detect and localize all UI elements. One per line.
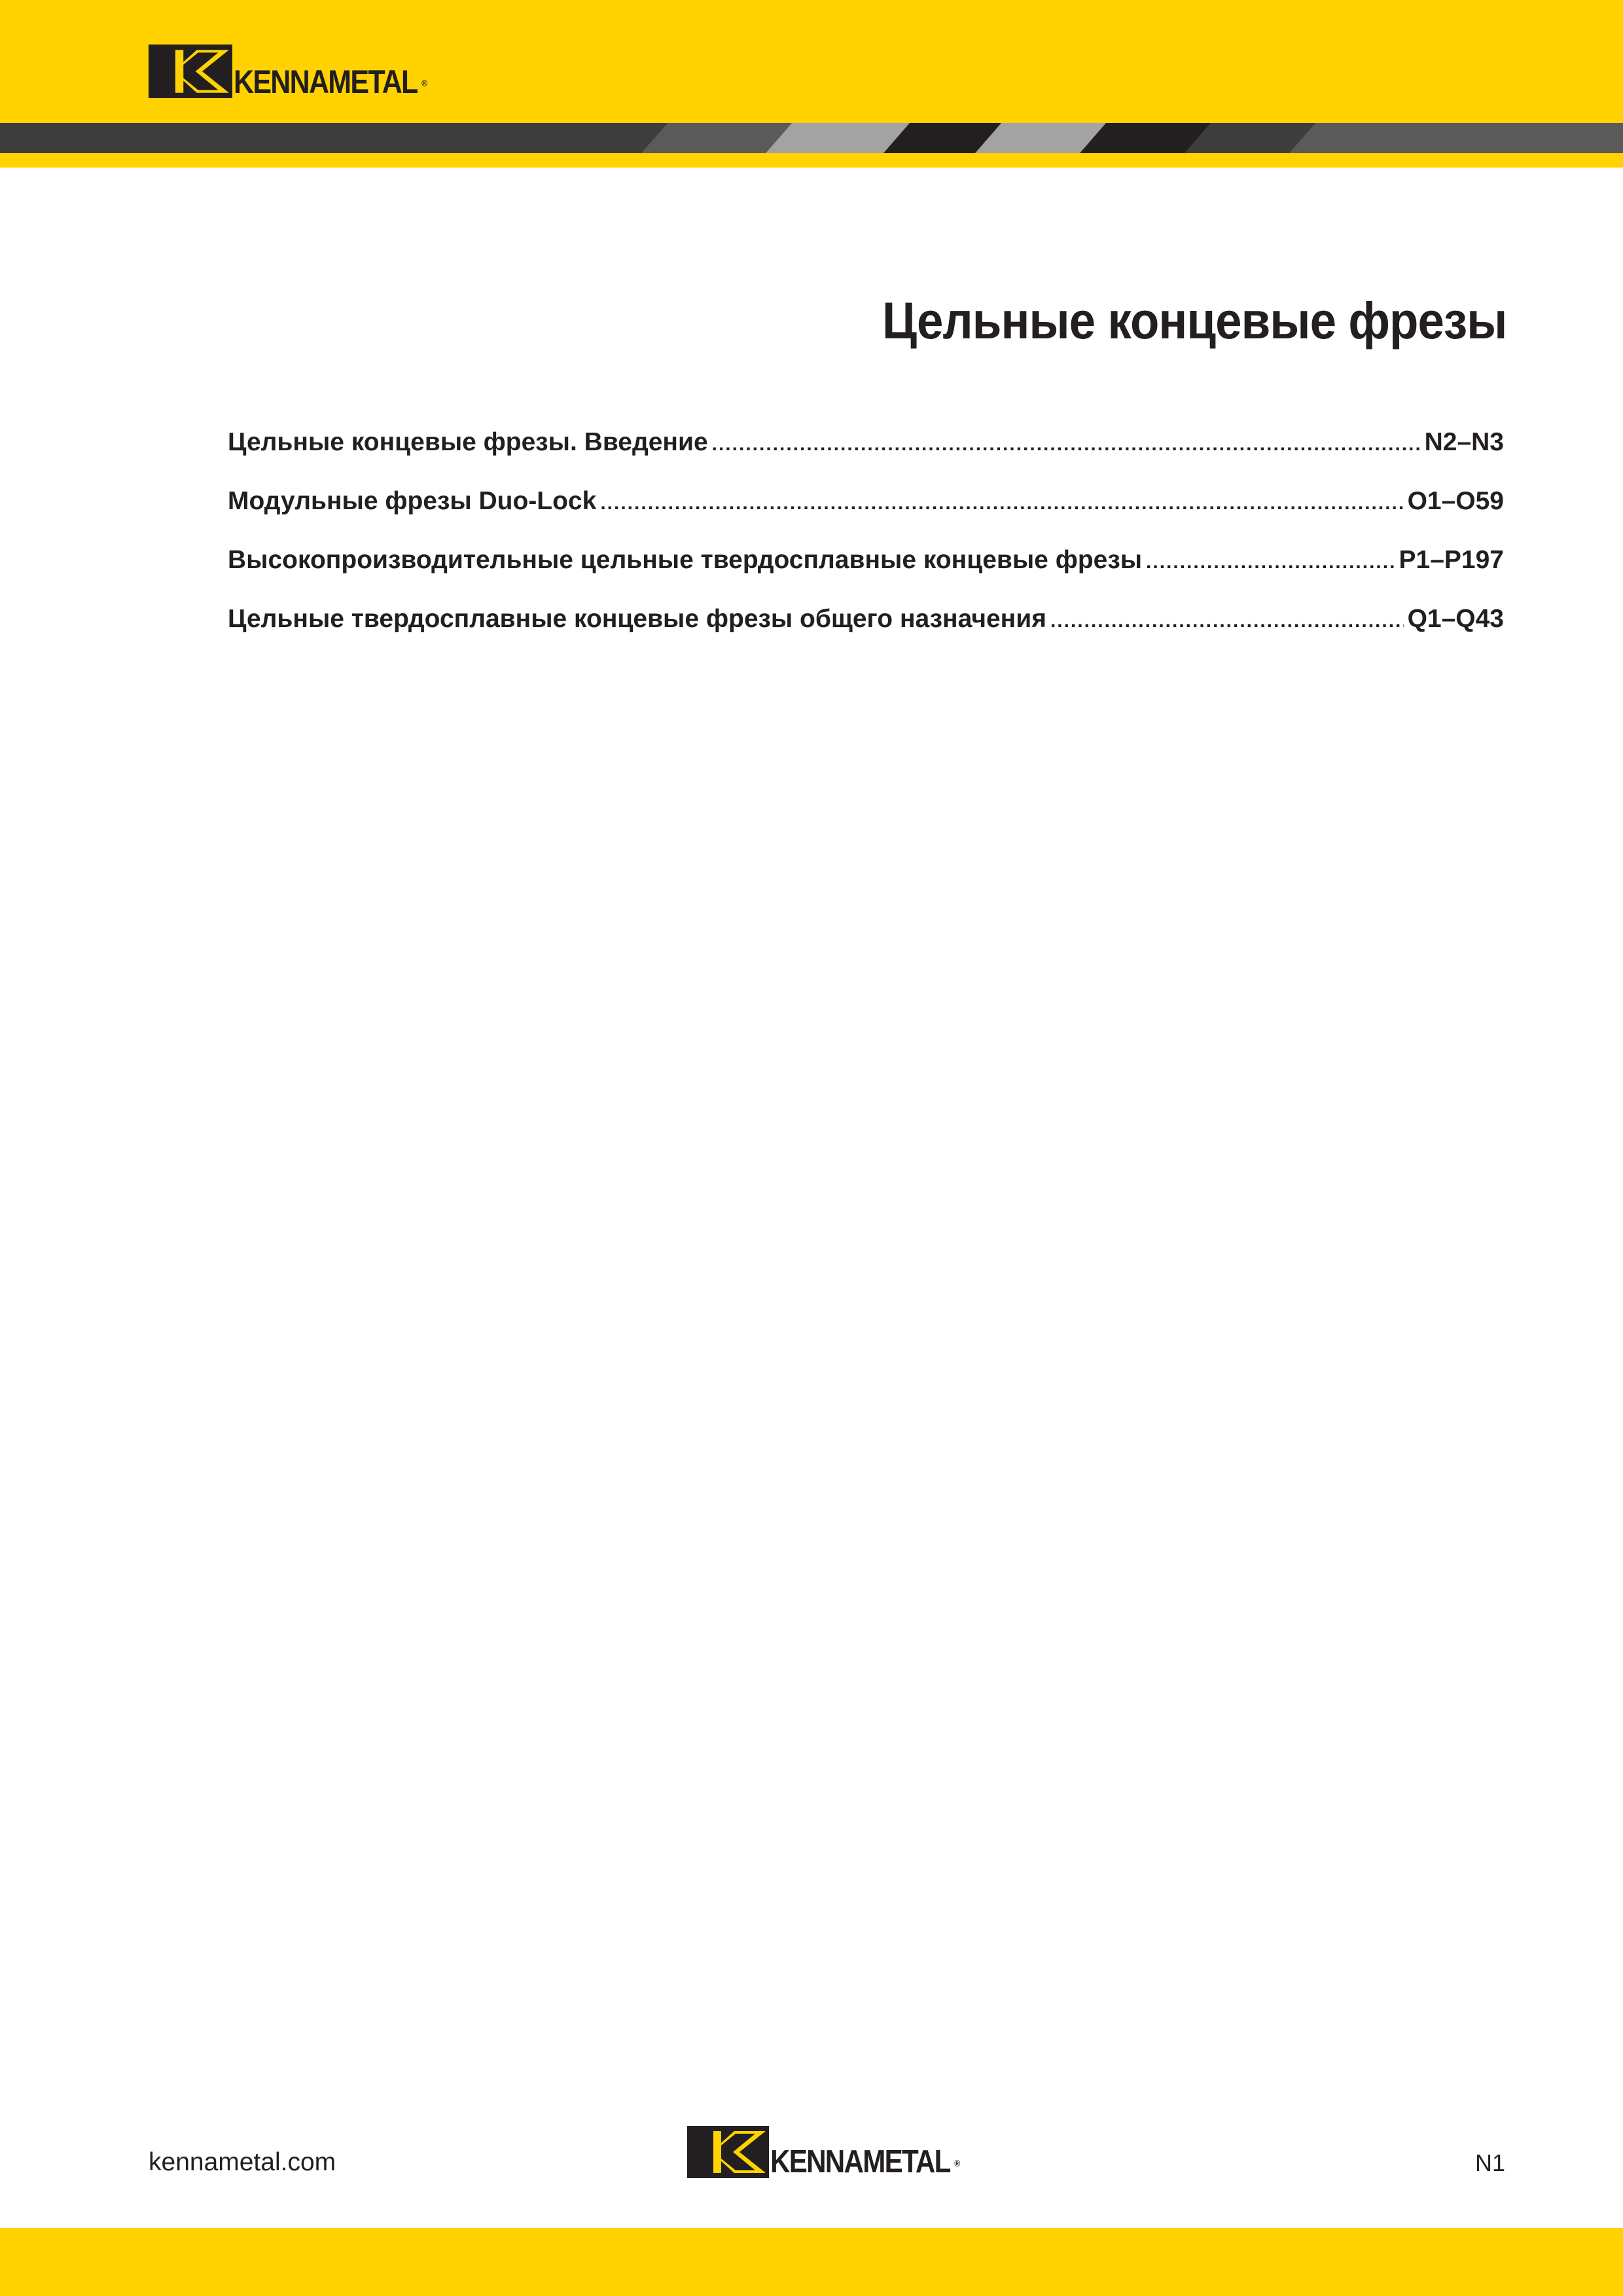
toc-entry-pages: Q1–Q43 (1407, 605, 1504, 633)
registered-mark: ® (421, 78, 427, 88)
toc-leader-dots (712, 422, 1421, 467)
page-number: N1 (1474, 2149, 1505, 2176)
toc-leader-dots (600, 481, 1403, 526)
toc-leader-dots (1050, 599, 1404, 643)
toc-entry-label: Модульные фрезы Duo-Lock (228, 487, 597, 515)
header-logo[interactable] (149, 45, 447, 98)
toc-entry-label: Цельные твердосплавные концевые фрезы общего назначения (228, 605, 1046, 633)
toc-entry-high-performance[interactable] (228, 538, 1504, 597)
toc-entry-pages: N2–N3 (1424, 428, 1504, 456)
toc-entry-label: Высокопроизводительные цельные твердосплавные концевые фрезы (228, 546, 1143, 574)
page-title: Цельные концевые фрезы (882, 291, 1507, 350)
decorative-stripe-band (0, 123, 1623, 153)
footer-website-link[interactable]: kennametal.com (149, 2148, 336, 2176)
toc-entry-duo-lock[interactable] (228, 479, 1504, 538)
kennametal-k-logo-icon (149, 45, 232, 98)
toc-entry-intro[interactable] (228, 420, 1504, 479)
footer-logo[interactable] (687, 2126, 979, 2178)
toc-entry-pages: O1–O59 (1407, 487, 1504, 515)
toc-entry-label: Цельные концевые фрезы. Введение (228, 428, 708, 456)
footer-band (0, 2228, 1623, 2296)
toc-leader-dots (1146, 540, 1395, 584)
toc-entry-pages: P1–P197 (1399, 546, 1504, 574)
kennametal-k-logo-icon (687, 2126, 769, 2178)
table-of-contents (228, 420, 1504, 656)
kennametal-wordmark: KENNAMETAL ® (770, 2144, 959, 2179)
kennametal-wordmark: KENNAMETAL ® (234, 63, 427, 100)
toc-entry-general-purpose[interactable] (228, 597, 1504, 656)
header-underline (0, 153, 1623, 168)
registered-mark: ® (954, 2158, 959, 2168)
